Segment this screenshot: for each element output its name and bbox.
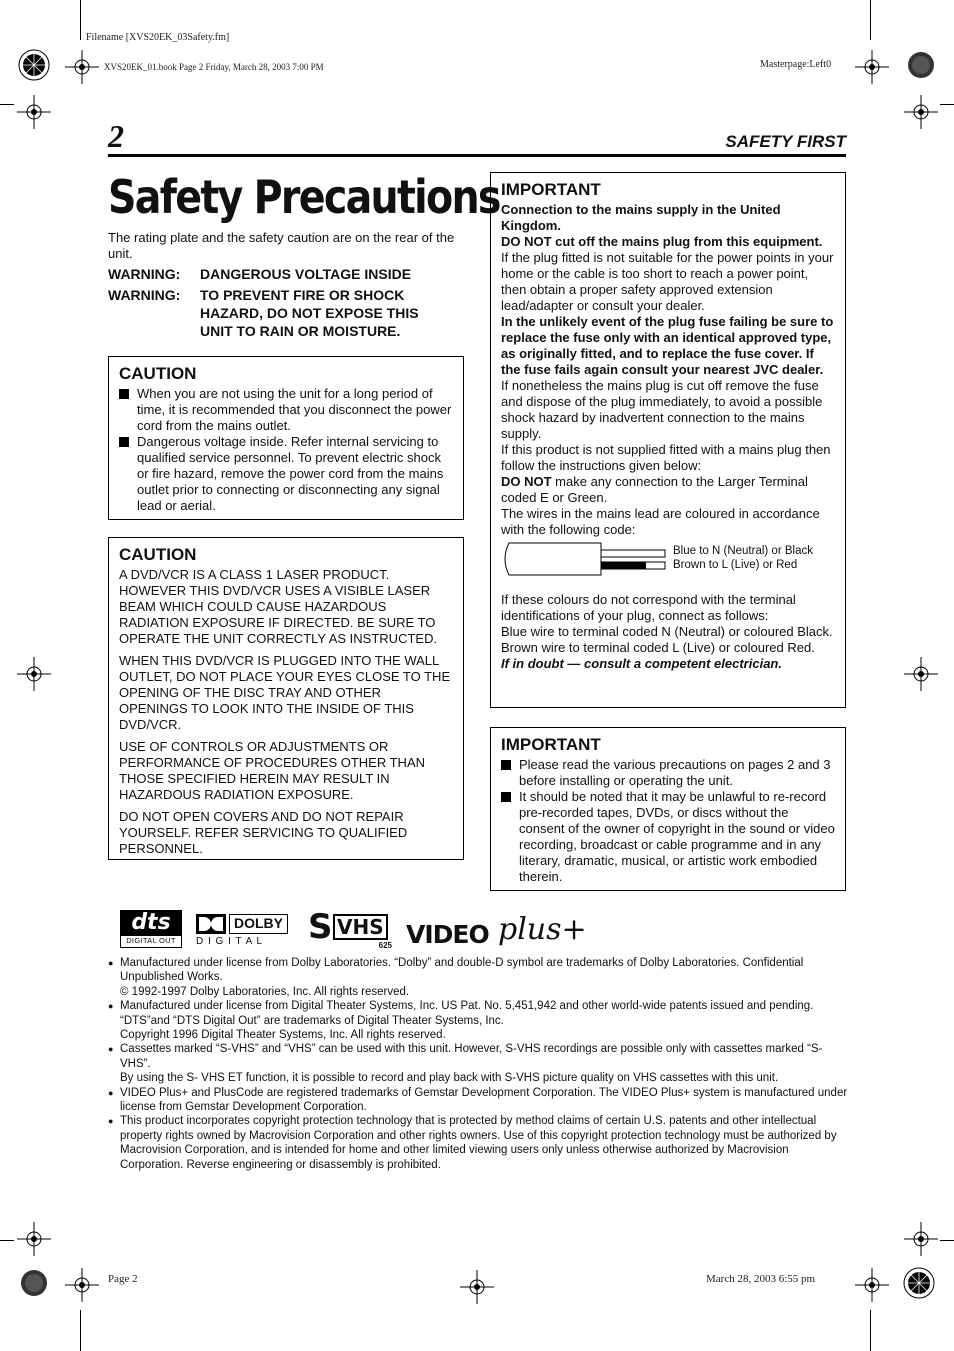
important-paragraph: If in doubt — consult a competent electrician. [501,656,782,671]
important-paragraph: Brown wire to terminal coded L (Live) or coloured Red. [501,640,815,655]
important-item: It should be noted that it may be unlawful to re-record pre-recorded tapes, DVDs, or discs without the consent of the owner of copyright in the sound or video recording, broadcast or cable programme and in any literary, dramatic, musical, or artistic work embodied therein. [501,789,835,885]
crop-line [940,104,954,105]
trademark-note-line: ● Manufactured under license from Dolby Laboratories. “Dolby” and double-D symbol are trademarks of Dolby Laboratories. Confidential Unpublished Works. [120,957,804,984]
crop-line [870,0,871,40]
dts-logo-sub: DIGITAL OUT [126,936,176,945]
crop-line [80,0,81,40]
section-title: SAFETY FIRST [725,132,846,151]
registration-mark-icon [902,1266,936,1300]
warning-item [108,286,468,340]
dolby-logo [196,914,292,950]
caution-paragraph: DO NOT OPEN COVERS AND DO NOT REPAIR YOURSELF. REFER SERVICING TO QUALIFIED PERSONNEL. [119,809,408,856]
trademark-note-line: ● VIDEO Plus+ and PlusCode are registered trademarks of Gemstar Development Corporation. The VIDEO Plus+ system is manufactured under license from Gemstar Development Corporation. [120,1086,848,1114]
trademark-note [108,999,848,1042]
important-paragraph: If these colours do not correspond with the terminal identifications of your plug, connect as follows: [501,592,796,623]
warning-text: DANGEROUS VOLTAGE INSIDE [200,266,412,282]
filename-label: Filename [XVS20EK_03Safety.fm] [86,32,230,43]
important-paragraph: In the unlikely event of the plug fuse failing be sure to replace the fuse only with an identical approved type, as originally fitted, and to replace the fuse cover. If the fuse fails again consult your nearest JVC dealer. [501,314,834,377]
trademark-note [108,1114,848,1172]
trademark-note-line: ● Manufactured under license from Digital Theater Systems, Inc. US Pat. No. 5,451,942 and other world-wide patents issued and pending. “DTS”and “DTS Digital Out” are trademarks of Digital Theater Systems, Inc. [120,1000,814,1027]
important-heading: IMPORTANT [501,180,601,199]
warning-item [108,265,468,283]
crop-line [80,1310,81,1351]
crosshair-mark-icon [17,657,51,691]
caution-item: When you are not using the unit for a long period of time, it is recommended that you disconnect the power cord from the mains outlet. [119,386,453,434]
caution-box-laser [108,537,464,860]
important-paragraph: If the plug fitted is not suitable for the power points in your home or the cable is too short to reach a power point, then obtain a proper safety approved extension lead/adapter or consult your dealer. [501,250,834,313]
important-box-copyright [490,727,846,891]
svhs-s: S [308,907,333,947]
svhs-logo [308,907,394,950]
trademark-notes [108,956,848,1172]
important-paragraph [501,474,835,506]
wire-blue-label: Blue to N (Neutral) or Black [673,545,813,557]
important-paragraph: If nonetheless the mains plug is cut off remove the fuse and dispose of the plug immediately, to avoid a possible shock hazard by inadvertent connection to the mains supply. [501,378,823,441]
dolby-wordmark: DOLBY [229,914,288,934]
crop-line [870,1310,871,1351]
trademark-note-line: ● This product incorporates copyright protection technology that is protected by method claims of certain U.S. patents and other intellectual property rights owned by Macrovision Corporation and other rights owners. Use of this copyright protection technology must be authorized by Macrovision Corporation, and is intended for home and other limited viewing users only unless otherwise authorized by Macrovision Corporation. Reverse engineering or disassembly is prohibited. [120,1115,837,1171]
svhs-sub: 625 [378,941,392,950]
svhs-vhs: VHS [333,914,388,940]
crop-line [940,1240,954,1241]
trademark-note [108,1042,848,1085]
footer-date: March 28, 2003 6:55 pm [706,1273,816,1285]
dts-logo-mark: dts [121,911,181,936]
wire-brown-label: Brown to L (Live) or Red [673,559,798,571]
warning-label: WARNING: [108,266,181,282]
caution-box-power [108,356,464,520]
important-paragraph: Blue wire to terminal coded N (Neutral) or coloured Black. [501,624,833,639]
crosshair-mark-icon [855,1268,889,1302]
masterpage-label: Masterpage:Left0 [760,59,832,70]
videoplus-video: VIDEO [406,920,489,949]
crosshair-mark-icon [65,50,99,84]
dolby-sub: D I G I T A L [196,936,264,947]
trademark-note-line: By using the S- VHS ET function, it is possible to record and play back with S-VHS picture quality on VHS cassettes with this unit. [120,1072,779,1085]
caution-paragraph: A DVD/VCR IS A CLASS 1 LASER PRODUCT. HOWEVER THIS DVD/VCR USES A VISIBLE LASER BEAM WHICH COULD CAUSE HAZARDOUS RADIATION EXPOSURE IF DIRECTED. BE SURE TO OPERATE THE UNIT CORRECTLY AS INSTRUCTED. [119,567,438,646]
crosshair-mark-icon [460,1270,494,1304]
crosshair-mark-icon [855,50,889,84]
important-box-mains [490,172,846,708]
crosshair-mark-icon [17,95,51,129]
header-rule [108,154,846,157]
mains-lead-icon [501,542,671,576]
caution-paragraph: USE OF CONTROLS OR ADJUSTMENTS OR PERFORMANCE OF PROCEDURES OTHER THAN THOSE SPECIFIED HEREIN MAY RESULT IN HAZARDOUS RADIATION EXPOSURE. [119,739,426,802]
double-d-icon [196,914,226,934]
crosshair-mark-icon [904,657,938,691]
videoplus-logo [406,912,587,958]
trademark-note [108,956,848,999]
crosshair-mark-icon [65,1268,99,1302]
wire-diagram [501,540,835,592]
registration-mark-icon [904,48,938,82]
caution-paragraph: WHEN THIS DVD/VCR IS PLUGGED INTO THE WALL OUTLET, DO NOT PLACE YOUR EYES CLOSE TO THE OPENING OF THE DISC TRAY AND OTHER OPENINGS TO LOOK INTO THE INSIDE OF THIS DVD/VCR. [119,653,451,732]
crosshair-mark-icon [17,1222,51,1256]
crop-line [0,1240,14,1241]
dts-logo [120,910,182,948]
warning-label: WARNING: [108,287,181,303]
important-paragraph: DO NOT cut off the mains plug from this equipment. [501,234,823,249]
important-heading: IMPORTANT [501,735,601,754]
trademark-note-line: © 1992-1997 Dolby Laboratories, Inc. All rights reserved. [120,985,410,998]
registration-mark-icon [17,48,51,82]
do-not-label: DO NOT [501,474,552,489]
caution-item: Dangerous voltage inside. Refer internal servicing to qualified service personnel. To prevent electric shock or fire hazard, remove the power cord from the mains outlet prior to connecting or disconnecting any signal lead or aerial. [119,434,453,514]
crosshair-mark-icon [904,1222,938,1256]
important-paragraph: If this product is not supplied fitted with a mains plug then follow the instructions given below: [501,442,831,473]
page-title: Safety Precautions [108,170,500,224]
intro-text: The rating plate and the safety caution are on the rear of the unit. [108,230,455,261]
crop-line [0,104,14,105]
caution-heading: CAUTION [119,545,197,564]
page-number: 2 [108,118,124,154]
important-paragraph: The wires in the mains lead are coloured in accordance with the following code: [501,506,820,537]
important-item: Please read the various precautions on pages 2 and 3 before installing or operating the unit. [501,757,835,789]
warning-list [108,265,468,340]
registration-mark-icon [17,1266,51,1300]
important-paragraph: Connection to the mains supply in the United Kingdom. [501,202,781,233]
trademark-note [108,1086,848,1115]
crosshair-mark-icon [904,95,938,129]
trademark-note-line: Copyright 1996 Digital Theater Systems, Inc. All rights reserved. [120,1029,446,1042]
warning-text: TO PREVENT FIRE OR SHOCK HAZARD, DO NOT EXPOSE THIS UNIT TO RAIN OR MOISTURE. [200,287,419,339]
book-info-label: XVS20EK_01.book Page 2 Friday, March 28, 2003 7:00 PM [104,62,324,72]
caution-heading: CAUTION [119,364,197,383]
videoplus-plus: plus+ [498,912,587,947]
footer-page: Page 2 [108,1273,138,1285]
trademark-note-line: ● Cassettes marked “S-VHS” and “VHS” can be used with this unit. However, S-VHS recordings are possible only with cassettes marked “S-VHS”. [120,1043,823,1070]
do-not-text: make any connection to the Larger Terminal coded E or Green. [501,474,808,505]
